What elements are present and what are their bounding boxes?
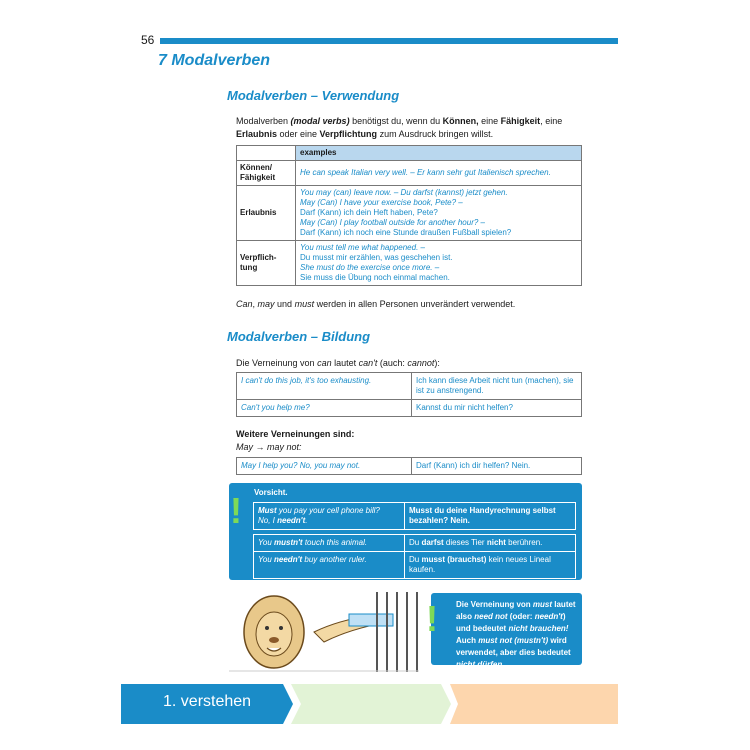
text-run: dieses Tier (443, 538, 487, 547)
text-run: , eine (540, 116, 563, 126)
text-run: und (274, 299, 295, 309)
table-row (254, 503, 576, 530)
text-run: , (252, 299, 258, 309)
table-row (237, 373, 582, 400)
text-run: May (236, 442, 254, 452)
german-cell: Musst du deine Handyrechnung selbst bezahlen? Nein. (405, 503, 576, 530)
step-bar-arrow (283, 684, 293, 724)
table-row (237, 458, 582, 475)
text-run: (modal verbs) (290, 116, 350, 126)
text-run: must (532, 600, 553, 609)
text-run: Du (409, 538, 422, 547)
text-run: touch this animal. (302, 538, 368, 547)
text-run: Fähigkeit (500, 116, 541, 126)
text-run: Erlaubnis (236, 129, 278, 139)
text-run: nicht (486, 538, 506, 547)
text-run: may not: (267, 442, 302, 452)
example-line: Du musst mir erzählen, was geschehen ist. (300, 253, 453, 262)
text-run: You (258, 555, 275, 564)
text-run: needn't (274, 555, 303, 564)
text-run: oder eine (277, 129, 320, 139)
page-number: 56 (141, 33, 155, 47)
german-cell: Kannst du mir nicht helfen? (412, 400, 582, 417)
text-run: (auch: (377, 358, 408, 368)
row-label: Erlaubnis (237, 186, 296, 241)
text-run: darfst (421, 538, 444, 547)
text-run: need not (474, 612, 508, 621)
text-run: Modalverben (236, 116, 291, 126)
text-run: benötigst du, wenn du (349, 116, 443, 126)
text-run: needn't (534, 612, 563, 621)
warning-table (253, 502, 576, 579)
text-run: Auch (456, 636, 479, 645)
step-label: 1. verstehen (163, 693, 252, 710)
example-line: She must do the exercise once more. – (300, 263, 440, 272)
table-corner (237, 146, 296, 161)
example-line: May (Can) I have your exercise book, Pete? – (300, 198, 463, 207)
table-row (237, 161, 582, 186)
lion-cage-illustration (229, 592, 419, 672)
example-cell (296, 186, 582, 241)
text-run: . (305, 516, 308, 525)
text-run: You (258, 538, 275, 547)
text-run: wird verwendet, aber dies bedeutet (456, 636, 571, 657)
text-run: buy another ruler. (302, 555, 367, 564)
section-intro (236, 115, 586, 141)
exclamation-icon: ! (426, 598, 438, 639)
english-cell: I can't do this job, it's too exhausting. (237, 373, 412, 400)
text-run: nicht brauchen! (508, 624, 569, 633)
text-run: → (253, 442, 268, 452)
text-run: needn't (277, 516, 306, 525)
row-label: Können/ Fähigkeit (237, 161, 296, 186)
side-note-text (456, 599, 578, 671)
english-cell (254, 552, 405, 579)
more-negations-title: Weitere Verneinungen sind: (236, 429, 355, 439)
table-header-row (237, 146, 582, 161)
text-run: berühren. (505, 538, 543, 547)
text-run: Die Verneinung von (236, 358, 318, 368)
text-run: lautet (331, 358, 359, 368)
text-run: must not (mustn't) (478, 636, 549, 645)
table-row (237, 186, 582, 241)
text-run: eine (478, 116, 501, 126)
english-cell (254, 535, 405, 552)
german-cell (405, 535, 576, 552)
table-row (254, 535, 576, 552)
may-not-table (236, 457, 582, 475)
german-cell: Ich kann diese Arbeit nicht tun (machen), sie ist zu anstrengend. (412, 373, 582, 400)
text-run: musst (brauchst) (421, 555, 487, 564)
text-run: must (294, 299, 315, 309)
step-bar-orange (450, 684, 618, 724)
example-cell (296, 161, 582, 186)
warning-title: Vorsicht. (254, 488, 288, 497)
text-run: werden in allen Personen unverändert verwendet. (314, 299, 516, 309)
section-title-bildung: Modalverben – Bildung (227, 329, 371, 344)
negation-table (236, 372, 582, 417)
example-line: Darf (Kann) ich dein Heft haben, Pete? (300, 208, 438, 217)
step-bar-green (291, 684, 451, 724)
usage-table (236, 145, 582, 286)
example-cell (296, 241, 582, 286)
table-header-examples: examples (296, 146, 582, 161)
table-row (237, 400, 582, 417)
example-line: Sie muss die Übung noch einmal machen. (300, 273, 450, 282)
english-cell: May I help you? No, you may not. (237, 458, 412, 475)
text-run: Die Verneinung von (456, 600, 533, 609)
text-run: No, I (258, 516, 275, 525)
text-run: nicht dürfen. (456, 660, 505, 669)
chapter-title: 7 Modalverben (158, 52, 271, 69)
text-run: Must (258, 506, 277, 515)
text-run: Können, (442, 116, 479, 126)
top-rule (160, 38, 618, 44)
example-line: You may (can) leave now. – Du darfst (kannst) jetzt gehen. (300, 188, 508, 197)
may-not-label (236, 441, 302, 454)
text-run: (oder: (507, 612, 535, 621)
text-run: Can (236, 299, 253, 309)
text-run: can (317, 358, 332, 368)
table-row (254, 552, 576, 579)
row-label: Verpflich- tung (237, 241, 296, 286)
text-run: kein neues Lineal kaufen. (409, 555, 551, 574)
english-cell: Can't you help me? (237, 400, 412, 417)
text-run: ) und bedeutet (456, 612, 566, 633)
table-row (237, 241, 582, 286)
text-run: cannot (407, 358, 435, 368)
exclamation-icon: ! (230, 490, 242, 531)
text-run: mustn't (274, 538, 303, 547)
text-run: Du (409, 555, 422, 564)
example-line: You must tell me what happened. – (300, 243, 425, 252)
usage-note (236, 298, 515, 311)
text-run: zum Ausdruck bringen willst. (377, 129, 494, 139)
section-title-verwendung: Modalverben – Verwendung (227, 88, 400, 103)
text-run: Verpflichtung (319, 129, 378, 139)
example-line: Darf (Kann) ich noch eine Stunde draußen Fußball spielen? (300, 228, 512, 237)
negation-intro (236, 357, 440, 370)
example-line: He can speak Italian very well. – Er kann sehr gut Italienisch sprechen. (300, 168, 551, 177)
example-line: May (Can) I play football outside for another hour? – (300, 218, 485, 227)
german-cell: Darf (Kann) ich dir helfen? Nein. (412, 458, 582, 475)
text-run: can't (358, 358, 378, 368)
text-run: may (257, 299, 275, 309)
german-cell (405, 552, 576, 579)
text-run: you pay your cell phone bill? (276, 506, 380, 515)
text-run: ): (434, 358, 440, 368)
english-cell (254, 503, 405, 530)
text-run: lautet also (456, 600, 576, 621)
